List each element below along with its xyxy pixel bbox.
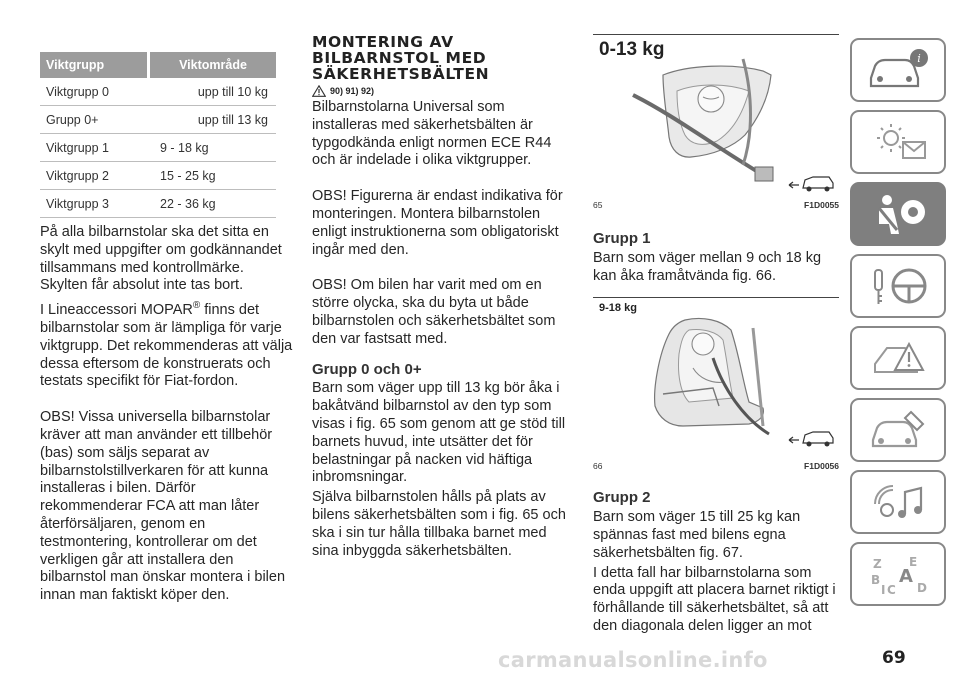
figure-66-number: 66 [593,461,603,472]
figure-66-code: F1D0056 [804,461,839,472]
page-number: 69 [882,648,906,668]
alphabetical-index-icon [865,550,931,598]
weight-group-table [40,52,276,218]
index-letter: C [887,583,896,597]
table-header [40,52,276,78]
paragraph-group-1: Barn som väger mellan 9 och 18 kg kan åka framåtvända fig. 66. [593,249,822,284]
heading-line-3: SÄKERHETSBÄLTEN [312,65,490,83]
paragraph-group-2-belt: I detta fall har bilbarnstolarna som enda uppgift att placera barnet riktigt i förhållande till säkerhetsbältet, så att den diagonala delen ligger an mot [593,564,836,634]
table-row [40,190,276,218]
paragraph-accident-note: OBS! Om bilen har varit med om en större olycka, ska du byta ut både bilbarnstolen och säkerhetsbältet som den var fastsatt med. [312,277,556,347]
heading-line-1: MONTERING AV [312,33,454,51]
left-column [40,52,294,605]
multimedia-icon [865,478,931,526]
row-group: Viktgrupp 0 [46,84,110,99]
table-row [40,134,276,162]
row-range: 15 - 25 kg [160,168,216,183]
section-heading [312,34,568,82]
tab-maintenance[interactable] [850,398,946,462]
car-service-icon [865,406,931,454]
paragraph-group-0-belt: Själva bilbarnstolen hålls på plats av bilens säkerhetsbälten som i fig. 65 och ska i sin tur hålla tillbaka barnet med sina inbyggda säkerhetsbälten. [312,489,566,559]
paragraph-universal: Bilbarnstolarna Universal som installeras med säkerhetsbälten är typgodkända enligt normen ECE R44 och är indelade i olika viktgrupper. [312,99,552,169]
mopar-text-b: finns det bilbarnstolar som är lämpliga för varje viktgrupp. Det rekommenderas att välja dessa eftersom de konstruerats och testats specifikt för Fiat-fordon. [40,302,293,390]
subheading-group-0: Grupp 0 och 0+ [312,360,422,378]
row-group: Grupp 0+ [46,112,99,127]
row-range: 22 - 36 kg [160,196,216,211]
index-letter: D [917,581,927,595]
watermark: carmanualsonline.info [498,648,768,672]
middle-body [312,99,568,560]
figure-65-number: 65 [593,200,603,210]
chapter-tabs [850,38,946,614]
index-letter: E [909,555,918,569]
subheading-group-2: Grupp 2 [593,489,651,507]
tab-vehicle-info[interactable] [850,38,946,102]
figure-66 [593,297,839,472]
car-info-icon [865,46,931,94]
index-letter: I [881,583,886,597]
table-row [40,162,276,190]
subheading-group-1: Grupp 1 [593,230,651,247]
tab-emergency[interactable] [850,326,946,390]
registered-mark: ® [192,300,201,312]
table-row [40,106,276,134]
figure-66-title: 9-18 kg [599,302,637,315]
figure-65 [593,34,839,210]
figure-65-title: 0-13 kg [599,39,665,60]
tab-dashboard[interactable] [850,110,946,174]
heading-line-2: BILBARNSTOL MED [312,49,487,67]
row-range: upp till 13 kg [197,112,268,127]
row-range: upp till 10 kg [197,84,268,99]
row-group: Viktgrupp 3 [46,196,110,211]
paragraph-figures-note: OBS! Figurerna är endast indikativa för monteringen. Montera bilbarnstolen enligt instruktionerna som obligatoriskt ingår med den. [312,188,563,258]
header-weight-range: Viktområde [179,58,247,72]
group-1-section [593,230,839,285]
mopar-text-a: I Lineaccessori MOPAR [40,302,193,319]
key-steering-wheel-icon [865,262,931,310]
index-letter: Z [873,557,882,571]
middle-column [312,34,568,560]
seatbelt-airbag-icon [865,190,931,238]
warning-references [312,85,568,97]
warning-reference-numbers: 90) 91) 92) [330,86,375,96]
index-letter: A [899,566,913,587]
row-range: 9 - 18 kg [160,140,209,155]
group-2-section [593,489,839,635]
table-row [40,78,276,106]
tab-index[interactable] [850,542,946,606]
row-group: Viktgrupp 2 [46,168,110,183]
paragraph-group-2: Barn som väger 15 till 25 kg kan spännas fast med bilens egna säkerhetsbälten fig. 67. [593,509,801,561]
forward-facing-seat-illustration [593,298,839,458]
warning-light-message-icon [865,118,931,166]
figure-65-code: F1D0055 [804,200,839,210]
tab-safety[interactable] [850,182,946,246]
svg-text:i: i [917,52,921,65]
row-group: Viktgrupp 1 [46,140,110,155]
tab-starting-driving[interactable] [850,254,946,318]
paragraph-group-0: Barn som väger upp till 13 kg bör åka i bakåtvänd bilbarnstol av den typ som visas i fig. 65 som genom att ge stöd till barnets huvud, inte utsätter det för belastningar på nacken vid häftiga inbromsningar. [312,380,566,486]
header-weight-group: Viktgrupp [40,52,150,78]
right-column [593,34,839,636]
index-letter: B [871,573,881,587]
paragraph-universal-note: OBS! Vissa universella bilbarnstolar kräver att man använder ett tillbehör (bas) som säljs separat av bilbarnstolstillverkaren för att kunna installeras i bilen. Därför rekommenderar FCA att man låter återförsäljaren, genom en testmontering, kontrollerar om det verkligen går att installera den bilbarnstol man önskar montera i bilen innan man faktiskt köper den. [40,409,286,604]
breakdown-triangle-icon [865,334,931,382]
warning-triangle-icon [312,85,326,97]
left-body [40,224,294,605]
paragraph-mopar [40,297,294,391]
tab-multimedia[interactable] [850,470,946,534]
paragraph-approval-label: På alla bilbarnstolar ska det sitta en skylt med uppgifter om godkännandet tillsammans med kontrollmärke. Skylten får absolut inte tas bort. [40,224,282,294]
